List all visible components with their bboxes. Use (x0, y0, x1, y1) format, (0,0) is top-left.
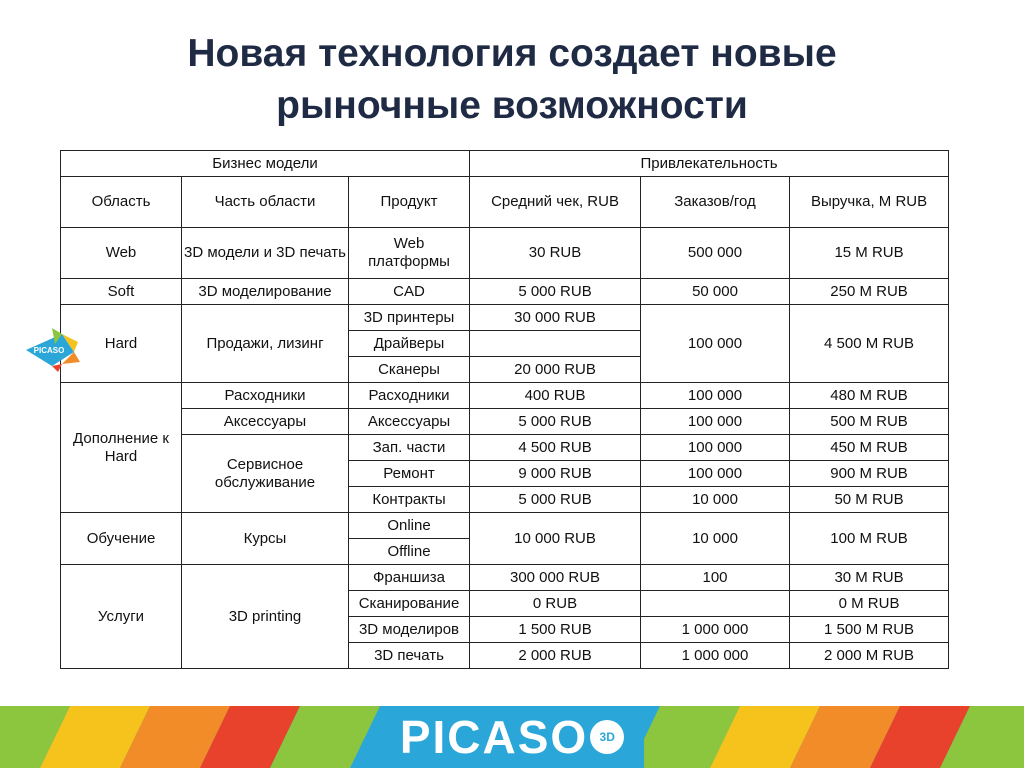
table-row (61, 409, 949, 435)
cell-avg-check-accessories: 5 000 RUB (470, 409, 641, 435)
column-header-product: Продукт (349, 177, 470, 228)
cell-sub-area-service: Сервисное обслуживание (182, 435, 349, 513)
cell-product-soft: CAD (349, 279, 470, 305)
cell-avg-check-franchise: 300 000 RUB (470, 565, 641, 591)
cell-orders-accessories: 100 000 (641, 409, 790, 435)
cell-orders-scanning (641, 591, 790, 617)
cell-product-drivers: Драйверы (349, 331, 470, 357)
cell-avg-check-soft: 5 000 RUB (470, 279, 641, 305)
cell-avg-check-contracts: 5 000 RUB (470, 487, 641, 513)
cell-sub-area-hard: Продажи, лизинг (182, 305, 349, 383)
cell-avg-check-consumables: 400 RUB (470, 383, 641, 409)
brand-3d-circle-icon: 3D (590, 720, 624, 754)
cell-orders-franchise: 100 (641, 565, 790, 591)
cell-revenue-web: 15 M RUB (790, 228, 949, 279)
cell-area-hard: Hard (61, 305, 182, 383)
cell-area-education: Обучение (61, 513, 182, 565)
cell-revenue-spare-parts: 450 M RUB (790, 435, 949, 461)
cell-revenue-3d-print: 2 000 M RUB (790, 643, 949, 669)
slide-title-line-2: рыночные возможности (276, 84, 748, 127)
cell-orders-contracts: 10 000 (641, 487, 790, 513)
cell-product-offline: Offline (349, 539, 470, 565)
cell-revenue-franchise: 30 M RUB (790, 565, 949, 591)
cell-avg-check-scanners: 20 000 RUB (470, 357, 641, 383)
table-row (61, 565, 949, 591)
cell-sub-area-accessories: Аксессуары (182, 409, 349, 435)
cell-orders-3d-print: 1 000 000 (641, 643, 790, 669)
cell-area-soft: Soft (61, 279, 182, 305)
picaso-badge-logo (22, 322, 82, 372)
cell-orders-spare-parts: 100 000 (641, 435, 790, 461)
cell-product-accessories: Аксессуары (349, 409, 470, 435)
header-business-models: Бизнес модели (61, 151, 470, 177)
column-header-sub-area: Часть области (182, 177, 349, 228)
cell-area-web: Web (61, 228, 182, 279)
table-row (61, 435, 949, 461)
cell-orders-education: 10 000 (641, 513, 790, 565)
table-row (61, 305, 949, 331)
cell-orders-soft: 50 000 (641, 279, 790, 305)
column-header-area: Область (61, 177, 182, 228)
table-row (61, 177, 949, 228)
cell-product-web: Web платформы (349, 228, 470, 279)
cell-product-3d-modeling: 3D моделиров (349, 617, 470, 643)
cell-avg-check-spare-parts: 4 500 RUB (470, 435, 641, 461)
brand-wordmark: PICASO (399, 711, 589, 763)
svg-text:PICASO: PICASO (33, 346, 65, 355)
cell-product-contracts: Контракты (349, 487, 470, 513)
column-header-orders: Заказов/год (641, 177, 790, 228)
cell-product-consumables: Расходники (349, 383, 470, 409)
cell-sub-area-soft: 3D моделирование (182, 279, 349, 305)
table-row (61, 279, 949, 305)
cell-revenue-scanning: 0 M RUB (790, 591, 949, 617)
cell-revenue-3d-modeling: 1 500 M RUB (790, 617, 949, 643)
cell-sub-area-3d-printing: 3D printing (182, 565, 349, 669)
cell-revenue-education: 100 M RUB (790, 513, 949, 565)
cell-revenue-hard: 4 500 M RUB (790, 305, 949, 383)
cell-product-3d-print: 3D печать (349, 643, 470, 669)
cell-revenue-accessories: 500 M RUB (790, 409, 949, 435)
cell-product-scanning: Сканирование (349, 591, 470, 617)
cell-revenue-contracts: 50 M RUB (790, 487, 949, 513)
cell-area-addon: Дополнение к Hard (61, 383, 182, 513)
cell-orders-web: 500 000 (641, 228, 790, 279)
cell-orders-hard: 100 000 (641, 305, 790, 383)
cell-product-scanners: Сканеры (349, 357, 470, 383)
cell-orders-3d-modeling: 1 000 000 (641, 617, 790, 643)
table-row (61, 151, 949, 177)
table-row (61, 513, 949, 539)
cell-revenue-soft: 250 M RUB (790, 279, 949, 305)
cell-product-online: Online (349, 513, 470, 539)
cell-avg-check-education: 10 000 RUB (470, 513, 641, 565)
cell-revenue-consumables: 480 M RUB (790, 383, 949, 409)
column-header-avg-check: Средний чек, RUB (470, 177, 641, 228)
cell-sub-area-web: 3D модели и 3D печать (182, 228, 349, 279)
cell-product-franchise: Франшиза (349, 565, 470, 591)
cell-avg-check-3d-print: 2 000 RUB (470, 643, 641, 669)
cell-product-repair: Ремонт (349, 461, 470, 487)
table-row (61, 383, 949, 409)
picaso-brand-logo (0, 706, 1024, 768)
cell-avg-check-drivers (470, 331, 641, 357)
cell-orders-repair: 100 000 (641, 461, 790, 487)
cell-avg-check-web: 30 RUB (470, 228, 641, 279)
slide-title-line-1: Новая технология создает новые (187, 32, 837, 75)
cell-revenue-repair: 900 M RUB (790, 461, 949, 487)
column-header-revenue: Выручка, M RUB (790, 177, 949, 228)
cell-avg-check-repair: 9 000 RUB (470, 461, 641, 487)
cell-sub-area-consumables: Расходники (182, 383, 349, 409)
header-attractiveness: Привлекательность (470, 151, 949, 177)
cell-avg-check-scanning: 0 RUB (470, 591, 641, 617)
cell-orders-consumables: 100 000 (641, 383, 790, 409)
slide-title (0, 28, 1024, 132)
cell-avg-check-printers: 30 000 RUB (470, 305, 641, 331)
table-row (61, 228, 949, 279)
business-model-table (60, 150, 949, 669)
cell-product-printers: 3D принтеры (349, 305, 470, 331)
cell-sub-area-courses: Курсы (182, 513, 349, 565)
cell-area-services: Услуги (61, 565, 182, 669)
cell-avg-check-3d-modeling: 1 500 RUB (470, 617, 641, 643)
cell-product-spare-parts: Зап. части (349, 435, 470, 461)
